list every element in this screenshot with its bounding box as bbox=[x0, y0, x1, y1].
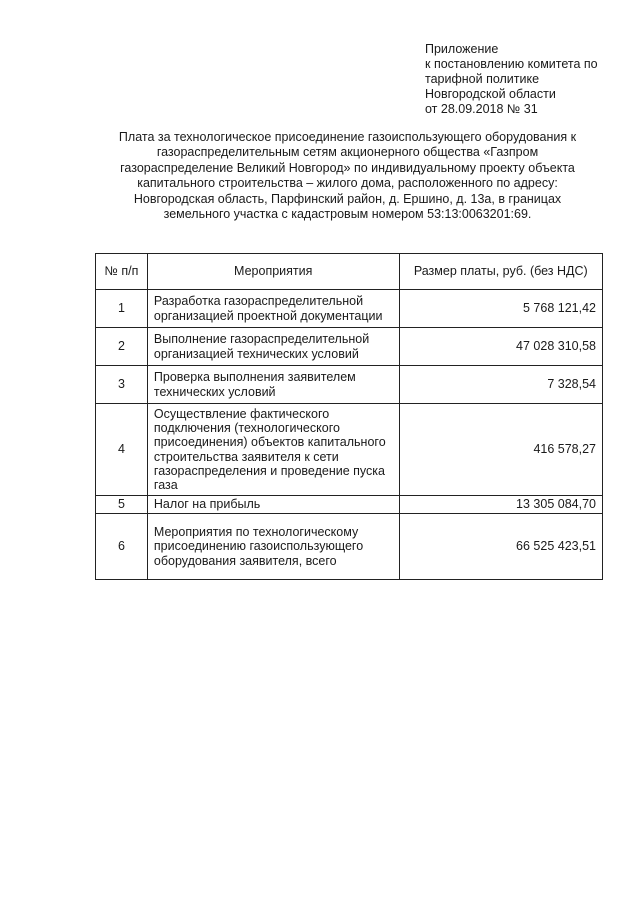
header-num: № п/п bbox=[96, 254, 148, 290]
document-title bbox=[95, 130, 600, 222]
title-line: капитального строительства – жилого дома, расположенного по адресу: bbox=[137, 176, 558, 191]
appendix-line: тарифной политике bbox=[425, 72, 540, 86]
title-line: земельного участка с кадастровым номером 53:13:0063201:69. bbox=[163, 207, 532, 222]
header-activity: Мероприятия bbox=[147, 254, 399, 290]
table-row bbox=[96, 404, 603, 496]
title-line: Новгородская область, Парфинский район, д. Ершино, д. 13а, в границах bbox=[133, 191, 562, 206]
title-line: газораспределение Великий Новгород» по индивидуальному проекту объекта bbox=[120, 160, 575, 175]
table-row bbox=[96, 366, 603, 404]
row-activity: Разработка газораспределительной организацией проектной документации bbox=[147, 290, 399, 328]
row-activity: Осуществление фактического подключения (технологического присоединения) объектов капитального строительства заявителя к сети газораспределения и проведение пуска газа bbox=[147, 404, 399, 496]
title-line: газораспределительным сетям акционерного общества «Газпром bbox=[156, 145, 539, 160]
row-num: 3 bbox=[96, 366, 148, 404]
row-fee: 416 578,27 bbox=[399, 404, 602, 496]
appendix-line: Приложение bbox=[425, 42, 499, 56]
appendix-line: к постановлению комитета по bbox=[425, 57, 598, 71]
row-fee: 7 328,54 bbox=[399, 366, 602, 404]
header-fee: Размер платы, руб. (без НДС) bbox=[399, 254, 602, 290]
row-num: 6 bbox=[96, 514, 148, 580]
appendix-note bbox=[425, 42, 598, 117]
row-fee: 47 028 310,58 bbox=[399, 328, 602, 366]
appendix-line: Новгородской области bbox=[425, 87, 556, 101]
row-fee: 66 525 423,51 bbox=[399, 514, 602, 580]
fee-table bbox=[95, 253, 603, 580]
row-activity: Проверка выполнения заявителем технических условий bbox=[147, 366, 399, 404]
row-num: 4 bbox=[96, 404, 148, 496]
row-activity: Выполнение газораспределительной организацией технических условий bbox=[147, 328, 399, 366]
row-num: 1 bbox=[96, 290, 148, 328]
row-fee: 5 768 121,42 bbox=[399, 290, 602, 328]
row-activity: Мероприятия по технологическому присоединению газоиспользующего оборудования заявителя, всего bbox=[147, 514, 399, 580]
table-row bbox=[96, 328, 603, 366]
row-activity: Налог на прибыль bbox=[147, 496, 399, 514]
appendix-line: от 28.09.2018 № 31 bbox=[425, 102, 538, 116]
row-num: 5 bbox=[96, 496, 148, 514]
table-row bbox=[96, 290, 603, 328]
table-row bbox=[96, 496, 603, 514]
title-line: Плата за технологическое присоединение газоиспользующего оборудования к bbox=[118, 130, 577, 144]
row-num: 2 bbox=[96, 328, 148, 366]
row-fee: 13 305 084,70 bbox=[399, 496, 602, 514]
table-header-row bbox=[96, 254, 603, 290]
table-row bbox=[96, 514, 603, 580]
